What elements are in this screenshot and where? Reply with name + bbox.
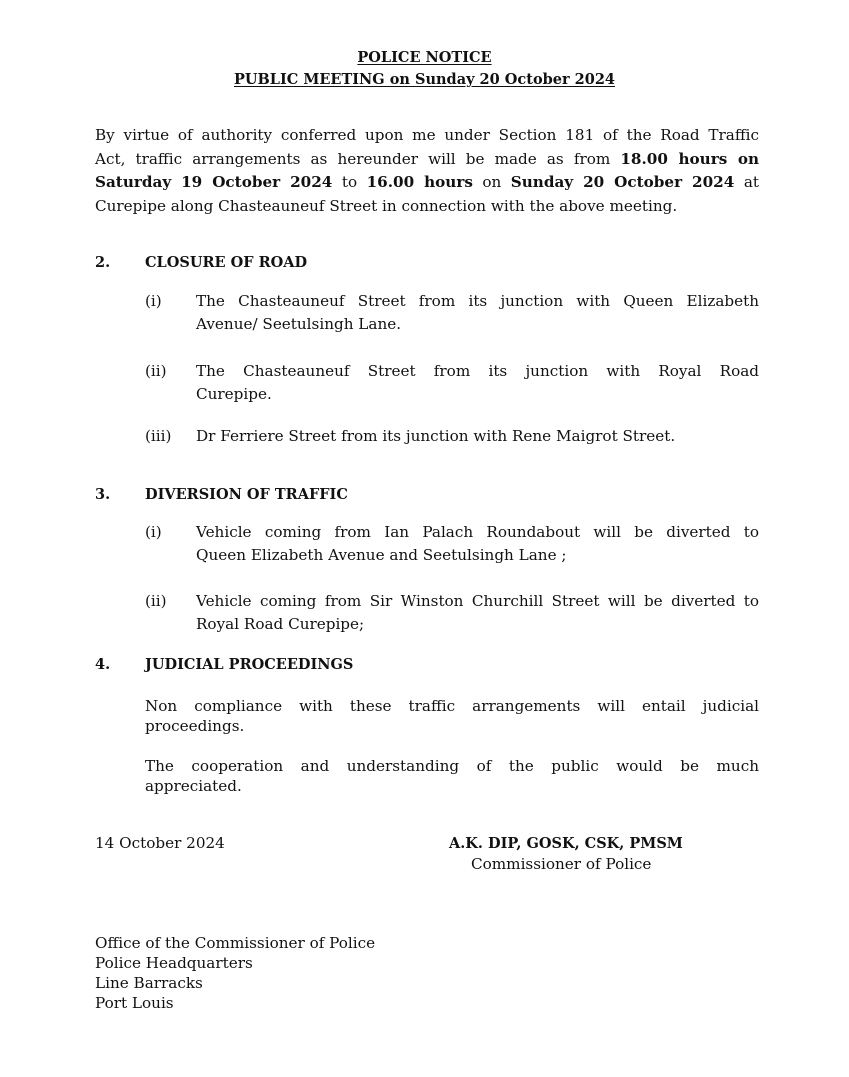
section-heading: CLOSURE OF ROAD bbox=[145, 254, 308, 271]
intro-line bbox=[95, 171, 759, 195]
list-item bbox=[196, 360, 759, 406]
section-number: 3. bbox=[95, 486, 111, 503]
section-paragraph bbox=[145, 696, 759, 736]
intro-text: to bbox=[332, 173, 367, 191]
item-numeral: (i) bbox=[145, 523, 162, 541]
item-line: The Chasteauneuf Street from its junction with Royal Road bbox=[196, 362, 759, 380]
intro-line: By virtue of authority conferred upon me under Section 181 of the Road Traffic bbox=[95, 126, 759, 144]
item-line: Vehicle coming from Sir Winston Churchill Street will be diverted to bbox=[196, 592, 759, 610]
intro-emphasis: Sunday 20 October 2024 bbox=[510, 173, 735, 191]
intro-emphasis: 18.00 hours on bbox=[620, 149, 759, 168]
notice-date: 14 October 2024 bbox=[95, 834, 225, 852]
item-numeral: (i) bbox=[145, 292, 162, 310]
intro-text: Act, traffic arrangements as hereunder will be made as from bbox=[95, 149, 621, 168]
section-number: 4. bbox=[95, 656, 111, 673]
signatory-name: A.K. DIP, GOSK, CSK, PMSM bbox=[449, 835, 683, 852]
item-line: Dr Ferriere Street from its junction with Rene Maigrot Street. bbox=[196, 427, 676, 445]
list-item bbox=[196, 290, 759, 336]
intro-text: on bbox=[472, 173, 511, 191]
section-heading: JUDICIAL PROCEEDINGS bbox=[145, 656, 354, 673]
list-item bbox=[196, 590, 759, 636]
address-line: Police Headquarters bbox=[95, 954, 253, 972]
paragraph-line: Non compliance with these traffic arrangements will entail judicial bbox=[145, 697, 759, 715]
item-numeral: (iii) bbox=[145, 427, 172, 445]
item-line: Avenue/ Seetulsingh Lane. bbox=[196, 315, 402, 333]
intro-line: Curepipe along Chasteauneuf Street in connection with the above meeting. bbox=[95, 196, 678, 215]
intro-paragraph bbox=[95, 124, 759, 218]
item-line: The Chasteauneuf Street from its junction with Queen Elizabeth bbox=[196, 292, 759, 310]
item-line: Queen Elizabeth Avenue and Seetulsingh Lane ; bbox=[196, 546, 567, 564]
item-line: Curepipe. bbox=[196, 385, 272, 403]
notice-title: POLICE NOTICE bbox=[357, 49, 492, 66]
paragraph-line: The cooperation and understanding of the public would be much bbox=[145, 757, 759, 775]
address-line: Office of the Commissioner of Police bbox=[95, 934, 376, 952]
paragraph-line: appreciated. bbox=[145, 777, 242, 795]
office-address bbox=[95, 933, 375, 1013]
section-paragraph bbox=[145, 756, 759, 796]
list-item bbox=[196, 425, 759, 448]
list-item bbox=[196, 521, 759, 567]
signatory-title: Commissioner of Police bbox=[471, 855, 652, 873]
item-line: Royal Road Curepipe; bbox=[196, 615, 365, 633]
intro-line bbox=[95, 148, 759, 172]
intro-emphasis: Saturday 19 October 2024 bbox=[95, 173, 333, 191]
paragraph-line: proceedings. bbox=[145, 717, 245, 735]
section-number: 2. bbox=[95, 254, 111, 271]
item-numeral: (ii) bbox=[145, 592, 167, 610]
address-line: Port Louis bbox=[95, 994, 174, 1012]
item-numeral: (ii) bbox=[145, 362, 167, 380]
item-line: Vehicle coming from Ian Palach Roundabout will be diverted to bbox=[196, 523, 759, 541]
address-line: Line Barracks bbox=[95, 974, 203, 992]
notice-subtitle: PUBLIC MEETING on Sunday 20 October 2024 bbox=[233, 71, 616, 88]
section-heading: DIVERSION OF TRAFFIC bbox=[145, 486, 348, 503]
intro-emphasis: 16.00 hours bbox=[366, 173, 473, 191]
intro-text: at bbox=[734, 173, 759, 191]
